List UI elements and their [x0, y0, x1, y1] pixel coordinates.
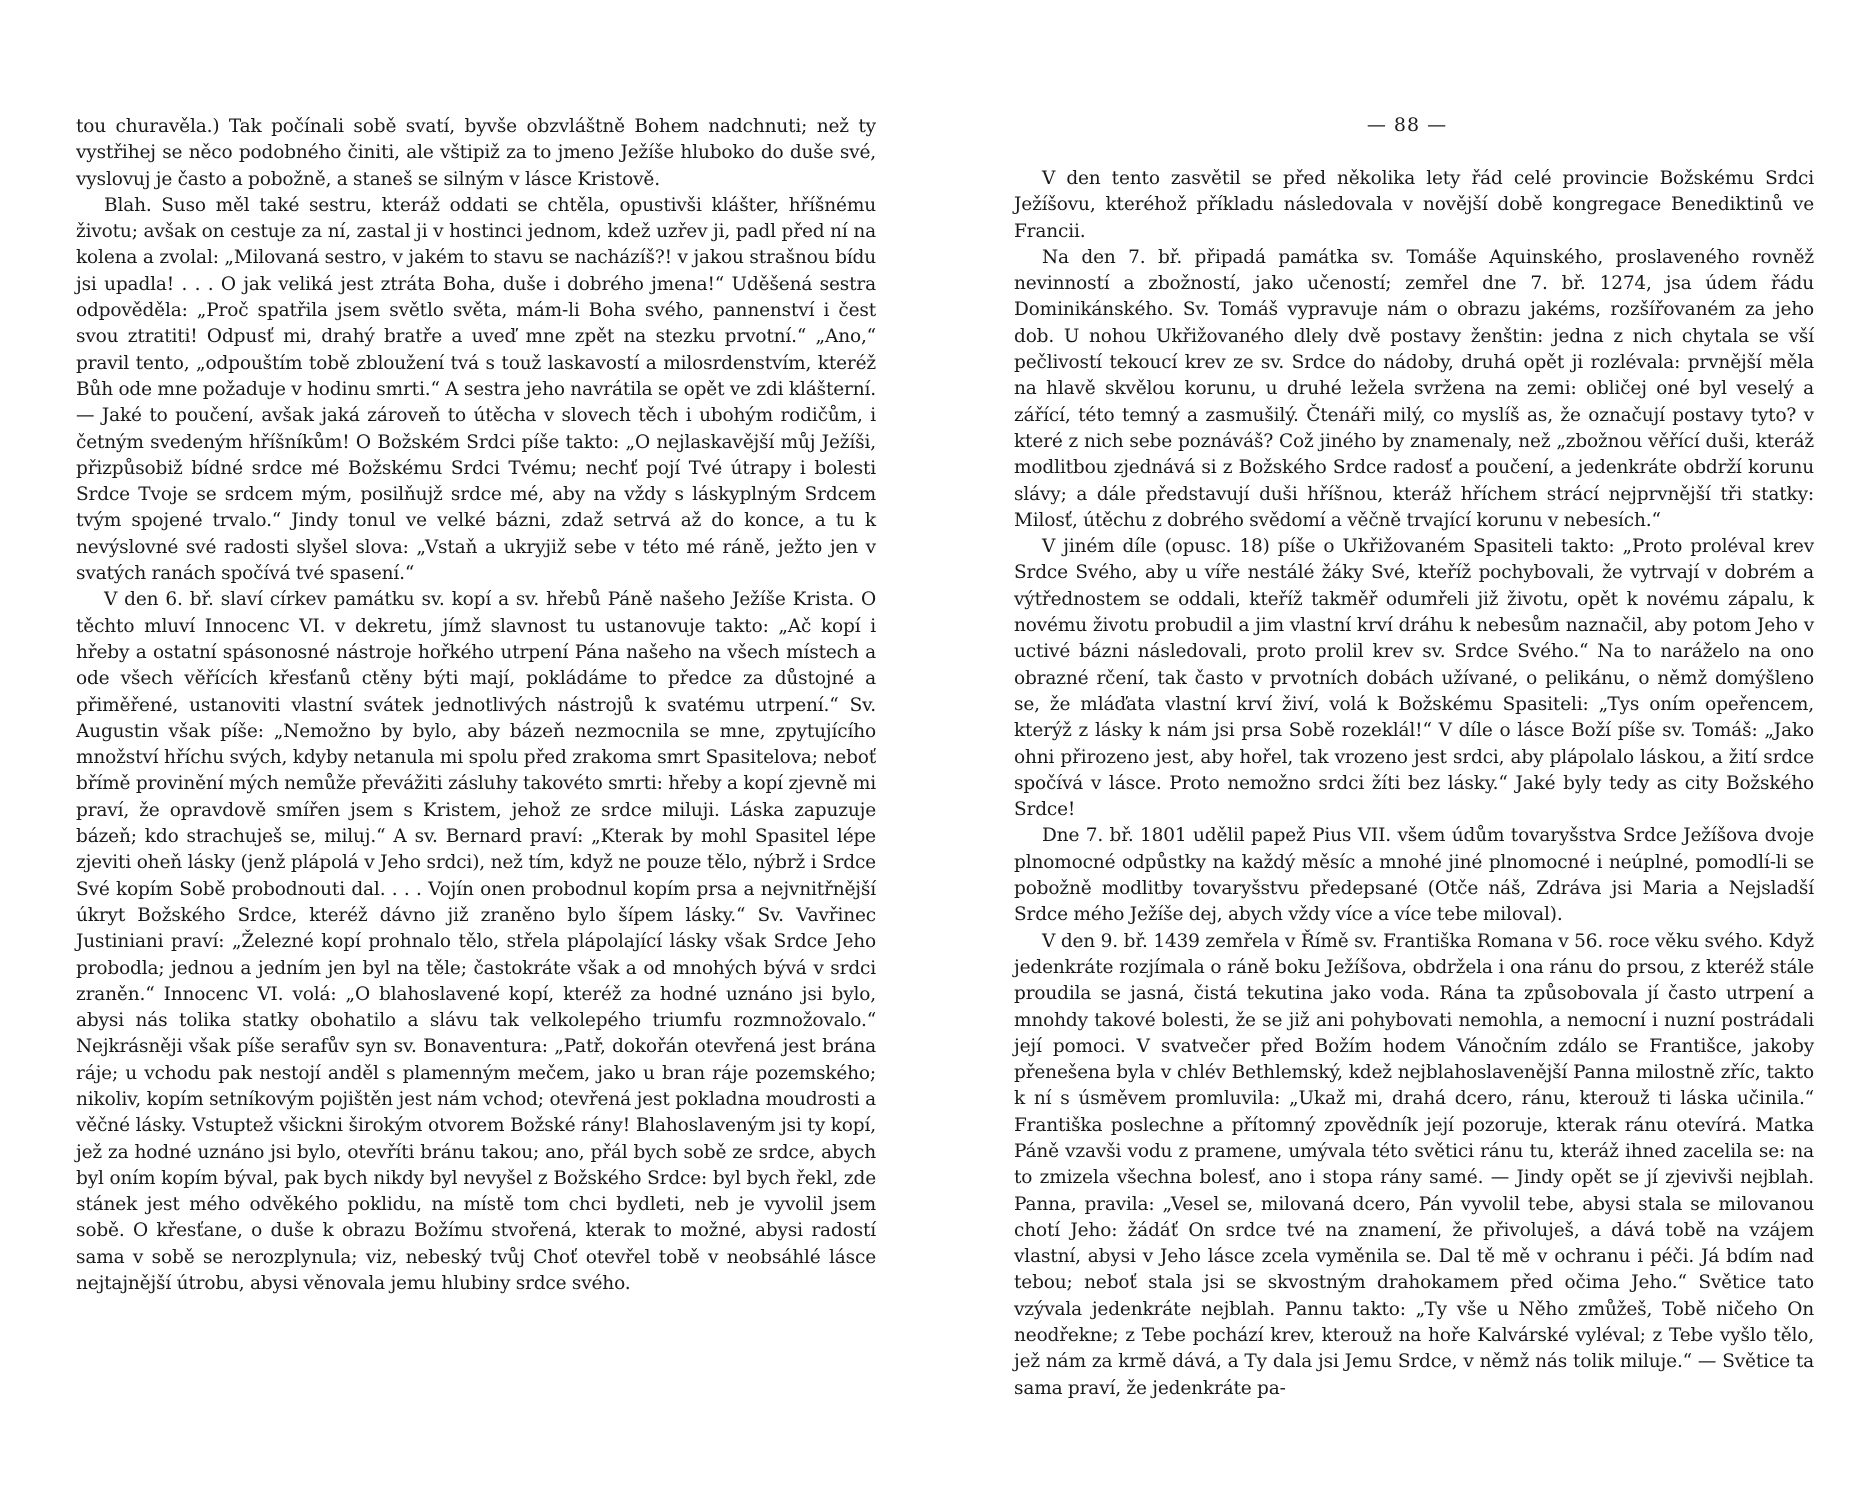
paragraph: V den 6. bř. slaví církev památku sv. kopí a sv. hřebů Páně našeho Ježíše Krista. O těchto mluví Innocenc VI. v dekretu, jímž slavnost tu ustanovuje takto: „Ač kopí i hřeby a ostatní spásonosné nástroje hořkého utrpení Pána našeho na všech místech a ode všech věřících křesťanů ctěny býti mají, pokládáme to předce za důstojné a přiměřené, ustanoviti vlastní svátek jednotlivých nástrojů k svatému utrpení.“ Sv. Augustin však píše: „Nemožno by bylo, aby bázeň nezmocnila se mne, zpytujícího množství hříchu svých, kdyby netanula mi spolu před zrakoma smrt Spasitelova; neboť břímě provinění mých nemůže převážiti zásluhy takovéto smrti: hřeby a kopí zjevně mi praví, že opravdově smířen jsem s Kristem, jehož ze srdce miluji. Láska zapuzuje bázeň; kdo strachuješ se, miluj.“ A sv. Bernard praví: „Kterak by mohl Spasitel lépe zjeviti oheň lásky (jenž plápolá v Jeho srdci), než tím, když ne pouze tělo, nýbrž i Srdce Své kopím Sobě probodnouti dal. . . . Vojín onen probodnul kopím prsa a nejvnitřnější úkryt Božského Srdce, kteréž dávno již zraněno bylo šípem lásky.“ Sv. Vavřinec Justiniani praví: „Železné kopí prohnalo tělo, střela plápolající lásky však Srdce Jeho probodla; jednou a jedním jen byl na těle; častokráte však a od mnohých bývá v srdci zraněn.“ Innocenc VI. volá: „O blahoslavené kopí, kteréž za hodné uznáno jsi bylo, abysi nás tolika statky obohatilo a slávu tak velkolepého triumfu rozmnožovalo.“ Nejkrásněji však píše serafův syn sv. Bonaventura: „Patř, dokořán otevřená jest brána ráje; u vchodu pak nestojí anděl s plamenným mečem, jako u bran ráje pozemského; nikoliv, kopím setníkovým pojištěn jest nám vchod; otevřená jest pokladna moudrosti a věčné lásky. Vstuptež všickni širokým otvorem Božské rány! Blahoslaveným jsi ty kopí, jež za hodné uznáno jsi bylo, otevříti bránu takou; ano, přál bych sobě ze srdce, abych byl oním kopím býval, pak bych nikdy byl nevyšel z Božského Srdce: byl bych řekl, zde stánek jest mého odvěkého poklidu, na místě tom chci bydleti, neb je vyvolil jsem sobě. O křesťane, o duše k obrazu Božímu stvořená, kterak to možné, abysi radostí sama v sobě se nerozplynula; viz, nebeský tvůj Choť otevřel tobě v neobsáhlé lásce nejtajnější útrobu, abysi věnovala jemu hlubiny srdce svého.	[76, 589, 876, 1295]
right-page	[938, 0, 1876, 1500]
paragraph: V jiném díle (opusc. 18) píše o Ukřižovaném Spasiteli takto: „Proto proléval krev Srdce Svého, aby u víře nestálé žáky Své, kteříž pochybovali, že vytrvají v dobrém a výtřednostem se oddali, kteříž takměř odumřeli již životu, opět k novému zápalu, k novému životu probudil a jim vlastní krví dráhu k nebesům naznačil, aby potom Jeho v uctivé bázni následovali, proto prolil krev sv. Srdce Svého.“ Na to naráželo na ono obrazné rčení, tak často v prvotních dobách užívané, o pelikánu, o němž domýšleno se, že mláďata vlastní krví živí, volá k Božskému Spasiteli: „Tys oním opeřencem, kterýž z lásky k nám jsi prsa Sobě rozeklál!“ V díle o lásce Boží píše sv. Tomáš: „Jako ohni přirozeno jest, aby hořel, tak vrozeno jest srdci, aby plápolalo láskou, a žití srdce spočívá v lásce. Proto nemožno srdci žíti bez lásky.“ Jaké byly tedy as city Božského Srdce!	[1014, 536, 1814, 821]
page-number-text: — 88 —	[1366, 114, 1448, 136]
paragraph: V den 9. bř. 1439 zemřela v Římě sv. Františka Romana v 56. roce věku svého. Když jedenkráte rozjímala o ráně boku Ježíšova, obdržela i ona ránu do prsou, z kteréž stále proudila se jasná, čistá tekutina jako voda. Rána ta způsobovala jí často utrpení a mnohdy takové bolesti, že se již ani pohybovati nemohla, a nemocní i nuzní postrádali její pomoci. V svatvečer před Božím hodem Vánočním zdálo se Františce, jakoby přenešena byla v chlév Bethlemský, kdež nejblahoslavenější Panna milostně zříc, takto k ní s úsměvem promluvila: „Ukaž mi, drahá dcero, ránu, kterouž ti láska učinila.“ Františka poslechne a přítomný zpovědník její pozoruje, kterak ránu otevírá. Matka Páně vzavši vodu z pramene, umývala této světici ránu tu, kteráž ihned zacelila se: na to zmizela všechna bolesť, ano i stopa rány samé. — Jindy opět se jí zjevivši nejblah. Panna, pravila: „Vesel se, milovaná dcero, Pán vyvolil tebe, abysi stala se milovanou chotí Jeho: žádáť On srdce tvé na znamení, že přivoluješ, a dává tobě na vzájem vlastní, abysi v Jeho lásce zcela vyměnila se. Dal tě mě v ochranu i péči. Já bdím nad tebou; neboť stala jsi se skvostným drahokamem před očima Jeho.“ Světice tato vzývala jedenkráte nejblah. Pannu takto: „Ty vše u Něho zmůžeš, Tobě ničeho On neodřekne; z Tebe pochází krev, kterouž na hoře Kalvárské vyléval; z Tebe vyšlo tělo, jež nám za krmě dává, a Ty dala jsi Jemu Srdce, v němž nás tolik miluje.“ — Světice ta sama praví, že jedenkráte pa-	[1014, 930, 1814, 1399]
paragraph: Dne 7. bř. 1801 udělil papež Pius VII. všem údům tovaryšstva Srdce Ježíšova dvoje plnomocné odpůstky na každý měsíc a mnohé jiné plnomocné i neúplné, pomodlí-li se pobožně modlitby tovaryšstvu předepsané (Otče náš, Zdráva jsi Maria a Nejsladší Srdce mého Ježíše dej, abych vždy více a více tebe miloval).	[1014, 825, 1814, 926]
right-page-text	[1014, 166, 1814, 1402]
left-page-text	[76, 114, 876, 1297]
paragraph: V den tento zasvětil se před několika lety řád celé provincie Božskému Srdci Ježíšovu, kteréhož příkladu následovala v novější době kongregace Benediktinů ve Francii.	[1014, 168, 1814, 242]
paragraph: Blah. Suso měl také sestru, kteráž oddati se chtěla, opustivši klášter, hříšnému životu; avšak on cestuje za ní, zastal ji v hostinci jednom, kdež uzřev ji, padl před ní na kolena a zvolal: „Milovaná sestro, v jakém to stavu se nacházíš?! v jakou strašnou bídu jsi upadla! . . . O jak veliká jest ztráta Boha, duše i dobrého jmena!“ Uděšená sestra odpověděla: „Proč spatřila jsem světlo světa, mám-li Boha svého, pannenství i čest svou ztratiti! Odpusť mi, drahý bratře a uveď mne zpět na stezku prvotní.“ „Ano,“ pravil tento, „odpouštím tobě zbloužení tvá s touž laskavostí a milosrdenstvím, kteréž Bůh ode mne požaduje v hodinu smrti.“ A sestra jeho navrátila se opět ve zdi klášterní. — Jaké to poučení, avšak jaká zároveň to útěcha v slovech těch i ubohým rodičům, i četným svedeným hříšníkům! O Božském Srdci píše takto: „O nejlaskavější můj Ježíši, přizpůsobiž bídné srdce mé Božskému Srdci Tvému; nechť pojí Tvé útrapy i bolesti Srdce Tvoje se srdcem mým, posilňujž srdce mé, aby na vždy s láskyplným Srdcem tvým spojené trvalo.“ Jindy tonul ve velké bázni, zdaž setrvá až do konce, a tu k nevýslovné své radosti slyšel slova: „Vstaň a ukryjiž sebe v této mé ráně, ježto jen v svatých ranách spočívá tvé spasení.“	[76, 194, 876, 585]
paragraph: tou churavěla.) Tak počínali sobě svatí, byvše obzvláštně Bohem nadchnuti; než ty vystřihej se něco podobného činiti, ale vštipiž za to jmeno Ježíše hluboko do duše své, vyslovuj je často a pobožně, a staneš se silným v lásce Kristově.	[76, 116, 876, 190]
paragraph: Na den 7. bř. připadá památka sv. Tomáše Aquinského, proslaveného rovněž nevinností a zbožností, jako učeností; zemřel dne 7. bř. 1274, jsa údem řádu Dominikánského. Sv. Tomáš vypravuje nám o obrazu jakéms, rozšířovaném za jeho dob. U nohou Ukřižovaného dlely dvě postavy ženštin: jedna z nich chytala se vší pečlivostí tekoucí krev ze sv. Srdce do nádoby, druhá opět ji rozlévala: prvnější měla na hlavě skvělou korunu, u druhé ležela svržena na zemi: obličej oné byl veselý a zářící, této temný a zasmušilý. Čtenáři milý, co myslíš as, že označují postavy tyto? v které z nich sebe poznáváš? Což jiného by znamenaly, než „zbožnou věřící duši, kteráž modlitbou zjednává si z Božského Srdce radosť a poučení, a jedenkráte obdrží korunu slávy; a dále představují duši hříšnou, kteráž hříchem strácí nejprvnější tři statky: Milosť, útěchu z dobrého svědomí a věčně trvající korunu v nebesích.“	[1014, 246, 1814, 531]
page-number	[938, 114, 1876, 136]
